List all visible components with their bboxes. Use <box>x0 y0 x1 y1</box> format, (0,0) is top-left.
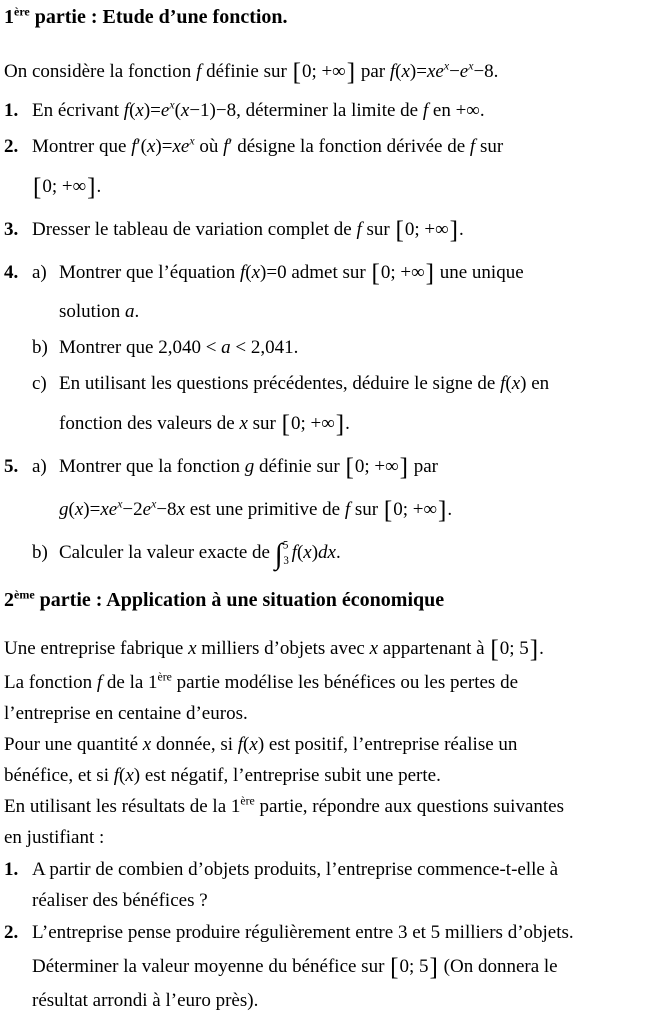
bold-text: partie : Application à une situation économique <box>34 589 445 611</box>
text-run: l’entreprise en centaine d’euros. <box>4 703 248 724</box>
text-run: sur <box>361 219 395 240</box>
question-4 <box>4 254 643 443</box>
math-italic: f <box>223 136 229 157</box>
interval-bracket-glyph: [ <box>33 173 42 201</box>
document-body <box>4 3 643 1015</box>
math-italic: e <box>160 100 170 121</box>
text-run: où <box>194 136 224 157</box>
text-run: −2 <box>122 499 143 520</box>
text-run: ( <box>68 499 75 520</box>
text-run: ( <box>505 373 512 394</box>
superscript: x <box>189 134 195 148</box>
text-run: Montrer que <box>32 136 132 157</box>
text-line <box>4 631 643 666</box>
text-run: définie sur <box>201 61 292 82</box>
math-italic: f <box>500 373 506 394</box>
text-run: fonction des valeurs de <box>59 413 240 434</box>
math-italic: f <box>113 765 120 786</box>
math-italic: f <box>239 262 246 283</box>
text-run: )= <box>409 61 427 82</box>
text-run: −8. <box>473 61 499 82</box>
text-run: 0; +∞ <box>301 61 346 82</box>
text-run: 0; 5 <box>399 956 429 977</box>
item-number: 2. <box>4 922 19 943</box>
interval-bracket-glyph: ] <box>438 496 447 524</box>
superscript: ème <box>14 587 35 602</box>
math-italic: f <box>131 136 137 157</box>
text-run: L’entreprise pense produire régulièrement entre 3 et 5 milliers d’objets. <box>32 922 574 943</box>
math-italic: f <box>469 136 476 157</box>
text-run: réaliser des bénéfices ? <box>32 890 208 911</box>
text-run: 0; 5 <box>499 638 529 659</box>
math-italic: x <box>401 61 410 82</box>
text-run: appartenant à <box>378 638 490 659</box>
text-run: 0; +∞ <box>380 262 425 283</box>
text-run: est négatif, l’entreprise subit une perte. <box>140 765 441 786</box>
interval-bracket-glyph: ] <box>335 410 345 438</box>
text-run: Pour une quantité <box>4 734 143 755</box>
math-italic: f <box>422 100 429 121</box>
text-run: . <box>539 638 544 659</box>
text-run: ) <box>133 765 141 786</box>
text-line <box>4 761 643 790</box>
sub-item-label: b) <box>32 542 48 563</box>
text-run: résultat arrondi à l’euro près). <box>32 990 259 1011</box>
text-line <box>4 534 643 572</box>
item-number: 2. <box>4 136 19 157</box>
math-italic: xe <box>172 136 190 157</box>
text-run: ( <box>119 765 126 786</box>
text-run: )= <box>155 136 173 157</box>
math-italic: f <box>196 61 202 82</box>
text-run: . <box>96 176 102 197</box>
superscript: x <box>117 497 123 511</box>
bold-text: 1 <box>4 6 14 28</box>
superscript: ère <box>157 670 172 684</box>
text-line <box>4 823 643 852</box>
subscript: 3 <box>283 554 289 567</box>
text-run: partie, répondre aux questions suivantes <box>254 796 564 817</box>
text-run: sur <box>475 136 504 157</box>
text-line <box>4 333 643 363</box>
text-run: solution <box>59 301 125 322</box>
text-run: ′ <box>228 136 233 157</box>
math-italic: x <box>176 499 185 520</box>
part2-intro-4 <box>4 792 643 852</box>
math-italic: x <box>135 100 144 121</box>
item-number: 5. <box>4 456 19 477</box>
text-run: )=0 <box>260 262 287 283</box>
math-italic: xe <box>100 499 118 520</box>
superscript: x <box>151 497 157 511</box>
interval-bracket-glyph: [ <box>383 496 393 524</box>
text-line <box>4 254 643 292</box>
text-run: . <box>458 219 464 240</box>
text-run: . <box>345 413 350 434</box>
part1-intro <box>4 53 643 91</box>
text-line <box>4 132 643 162</box>
text-run: En utilisant les questions précédentes, déduire le signe de <box>59 373 501 394</box>
math-italic: dx <box>318 542 336 563</box>
math-italic: f <box>389 61 396 82</box>
text-run: ( <box>395 61 402 82</box>
bold-text: partie : Etude d’une fonction. <box>29 6 288 28</box>
text-run: sur <box>247 413 281 434</box>
math-italic: x <box>125 765 134 786</box>
math-italic: x <box>303 542 312 563</box>
text-run: Montrer que l’équation <box>59 262 240 283</box>
text-run: . <box>447 499 453 520</box>
question-5 <box>4 448 643 572</box>
interval-bracket-glyph: ] <box>87 173 96 201</box>
text-run: En écrivant <box>32 100 124 121</box>
part2-question-2 <box>4 918 643 1015</box>
text-run: 0; +∞ <box>354 456 399 477</box>
text-run: est une primitive de <box>184 499 345 520</box>
text-run: )−8, déterminer la limite de <box>209 100 423 121</box>
math-italic: x <box>251 262 261 283</box>
bold-text: 2 <box>4 589 14 611</box>
question-2 <box>4 132 643 206</box>
math-italic: f <box>356 219 362 240</box>
text-run: ) <box>311 542 319 563</box>
interval-bracket-glyph: ] <box>346 58 356 86</box>
interval-bracket-glyph: [ <box>371 259 380 287</box>
math-italic: a <box>221 337 231 358</box>
text-line <box>4 491 643 529</box>
text-run: − <box>449 61 460 82</box>
math-italic: x <box>142 734 152 755</box>
text-line <box>4 586 643 615</box>
text-line <box>4 918 643 947</box>
part2-heading <box>4 586 643 615</box>
part2-intro-2 <box>4 668 643 728</box>
text-line <box>4 211 643 249</box>
text-run: ′( <box>136 136 147 157</box>
text-run: En utilisant les résultats de la 1 <box>4 796 241 817</box>
text-run: est positif, l’entreprise réalise un <box>264 734 518 755</box>
math-italic: f <box>291 542 297 563</box>
math-italic: f <box>123 100 130 121</box>
text-line <box>4 668 643 697</box>
text-run: ) <box>520 373 527 394</box>
math-italic: g <box>244 456 255 477</box>
text-run: 0; +∞ <box>290 413 335 434</box>
item-number: 4. <box>4 262 19 283</box>
sub-item-label: b) <box>32 337 48 358</box>
text-line <box>4 986 643 1015</box>
text-run: )= <box>143 100 161 121</box>
math-italic: g <box>59 499 69 520</box>
math-italic: x <box>74 499 84 520</box>
math-italic: xe <box>426 61 444 82</box>
text-run: 0; +∞ <box>42 176 87 197</box>
sub-item-label: a) <box>32 456 47 477</box>
text-run: A partir de combien d’objets produits, l’entreprise commence-t-elle à <box>32 859 559 880</box>
text-run: ( <box>129 100 136 121</box>
superscript: x <box>443 59 450 73</box>
text-run: admet sur <box>286 262 371 283</box>
text-run: en justifiant : <box>4 827 105 848</box>
text-run: < 2,041. <box>230 337 299 358</box>
interval-bracket-glyph: ] <box>449 216 458 244</box>
text-run: −1 <box>189 100 210 121</box>
sub-item-label: a) <box>32 262 47 283</box>
text-line <box>4 699 643 728</box>
math-italic: x <box>511 373 521 394</box>
part2-intro-1 <box>4 631 643 666</box>
text-line <box>4 96 643 126</box>
text-run: 0; +∞ <box>393 499 438 520</box>
text-run: désigne la fonction dérivée de <box>232 136 470 157</box>
superscript: 5 <box>282 539 289 552</box>
text-run: en +∞. <box>428 100 485 121</box>
text-run: ( <box>174 100 181 121</box>
text-run: ( <box>245 262 252 283</box>
text-run: une unique <box>435 262 524 283</box>
part2-intro-3 <box>4 730 643 790</box>
text-run: par <box>356 61 390 82</box>
text-run: donnée, si <box>151 734 238 755</box>
question-1 <box>4 96 643 126</box>
superscript: ère <box>240 794 255 808</box>
text-run: ) <box>257 734 265 755</box>
text-line <box>4 168 643 206</box>
item-number: 1. <box>4 859 19 880</box>
text-line <box>4 949 643 984</box>
superscript: x <box>468 59 474 73</box>
text-line <box>4 792 643 821</box>
text-run: par <box>408 456 438 477</box>
text-run: −8 <box>156 499 177 520</box>
interval-bracket-glyph: [ <box>345 453 354 481</box>
text-run: 2,040 < <box>158 337 222 358</box>
text-run: ( <box>243 734 250 755</box>
math-italic: x <box>249 734 258 755</box>
superscript: x <box>169 98 175 112</box>
text-run: sur <box>350 499 383 520</box>
interval-bracket-glyph: [ <box>490 635 499 663</box>
interval-bracket-glyph: [ <box>292 58 301 86</box>
superscript: ère <box>14 4 30 19</box>
item-number: 1. <box>4 100 19 121</box>
text-line <box>4 730 643 759</box>
math-italic: e <box>142 499 152 520</box>
text-run: bénéfice, et si <box>4 765 114 786</box>
interval-bracket-glyph: [ <box>390 953 399 981</box>
text-run: Calculer la valeur exacte de <box>59 542 275 563</box>
interval-bracket-glyph: ] <box>425 259 434 287</box>
math-italic: e <box>459 61 469 82</box>
text-line <box>4 886 643 915</box>
sub-item-label: c) <box>32 373 47 394</box>
text-run: (On donnera le <box>438 956 558 977</box>
interval-bracket-glyph: [ <box>395 216 404 244</box>
integral-icon: ∫ <box>274 538 283 571</box>
part1-heading <box>4 3 643 31</box>
text-line <box>4 3 643 31</box>
text-line <box>4 369 643 399</box>
item-number: 3. <box>4 219 19 240</box>
text-run: Montrer que <box>59 337 159 358</box>
math-italic: f <box>96 672 103 693</box>
math-italic: f <box>344 499 351 520</box>
interval-bracket-glyph: ] <box>399 453 408 481</box>
part2-question-1 <box>4 855 643 915</box>
math-italic: a <box>124 301 135 322</box>
text-run: de la 1 <box>102 672 158 693</box>
math-italic: f <box>237 734 244 755</box>
part-2-section <box>4 586 643 1015</box>
question-3 <box>4 211 643 249</box>
text-run: La fonction <box>4 672 97 693</box>
interval-bracket-glyph: ] <box>529 635 539 663</box>
math-italic: x <box>188 638 197 659</box>
text-line <box>4 855 643 884</box>
math-italic: x <box>239 413 248 434</box>
text-line <box>4 405 643 443</box>
interval-bracket-glyph: [ <box>281 410 290 438</box>
text-line <box>4 297 643 327</box>
text-line <box>4 53 643 91</box>
text-line <box>4 448 643 486</box>
text-run: partie modélise les bénéfices ou les pertes de <box>171 672 519 693</box>
text-run: On considère la fonction <box>4 61 197 82</box>
interval-bracket-glyph: ] <box>429 953 438 981</box>
text-run: définie sur <box>254 456 345 477</box>
text-run: Déterminer la valeur moyenne du bénéfice sur <box>32 956 390 977</box>
part-1-section <box>4 3 643 572</box>
text-run: )= <box>83 499 101 520</box>
text-run: . <box>134 301 140 322</box>
math-italic: x <box>369 638 379 659</box>
text-run: Dresser le tableau de variation complet de <box>32 219 357 240</box>
text-run: en <box>526 373 550 394</box>
text-run: ( <box>296 542 304 563</box>
text-run: . <box>335 542 341 563</box>
text-run: Une entreprise fabrique <box>4 638 189 659</box>
text-run: milliers d’objets avec <box>196 638 370 659</box>
text-run: Montrer que la fonction <box>59 456 245 477</box>
math-italic: x <box>146 136 156 157</box>
math-italic: x <box>180 100 190 121</box>
text-run: 0; +∞ <box>404 219 449 240</box>
